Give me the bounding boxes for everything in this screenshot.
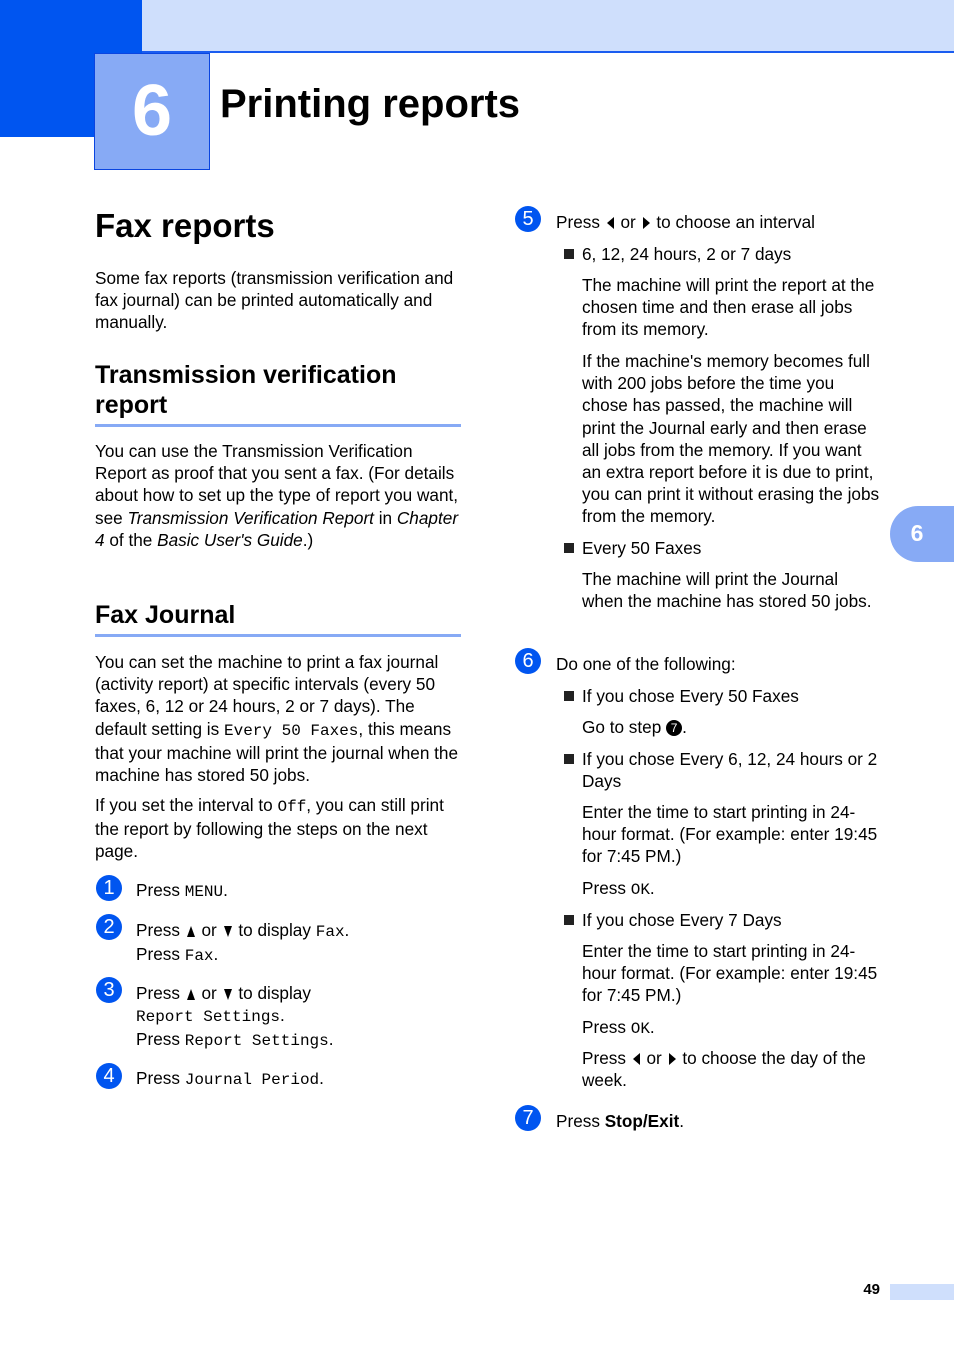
step-4-text: Press Journal Period. bbox=[136, 1068, 324, 1089]
heading-rule bbox=[95, 424, 461, 427]
bullet-marker bbox=[564, 249, 574, 259]
step-5-option-1: 6, 12, 24 hours, 2 or 7 days bbox=[582, 244, 792, 264]
step-3-text: Press or to display Report Settings. Press Report Settings. bbox=[136, 983, 334, 1051]
step-6-option-3-day: Press or to choose the day of the week. bbox=[582, 1048, 866, 1091]
heading-fax-journal: Fax Journal bbox=[95, 601, 236, 629]
step-7-text: Press Stop/Exit. bbox=[556, 1111, 684, 1131]
chapter-title: Printing reports bbox=[220, 82, 521, 126]
step-6-option-3-desc: Enter the time to start printing in 24-hour format. (For example: enter 19:45 for 7:45 PM.) bbox=[582, 941, 878, 1006]
step-5-option-2: Every 50 Faxes bbox=[582, 538, 702, 558]
chapter-side-tab-label: 6 bbox=[910, 520, 924, 546]
heading-rule bbox=[95, 634, 461, 637]
step-6-option-3: If you chose Every 7 Days bbox=[582, 910, 782, 930]
heading-transmission-verification: Transmission verification report bbox=[95, 361, 397, 419]
step-4-marker: 4 bbox=[96, 1063, 122, 1089]
step-1-marker: 1 bbox=[96, 875, 122, 901]
step-5-option-2-desc: The machine will print the Journal when the machine has stored 50 jobs. bbox=[582, 569, 872, 612]
step-6-option-3-press: Press OK. bbox=[582, 1017, 655, 1038]
chapter-number: 6 bbox=[131, 71, 173, 151]
header-band bbox=[0, 0, 954, 53]
step-2-marker: 2 bbox=[96, 914, 122, 940]
step-3-marker: 3 bbox=[96, 977, 122, 1003]
fj-paragraph-2: If you set the interval to Off, you can still print the report by following the steps on the next page. bbox=[95, 795, 444, 862]
step-1-text: Press MENU. bbox=[136, 880, 228, 901]
footer-bar bbox=[890, 1284, 954, 1300]
step-5-text: Press or to choose an interval bbox=[556, 212, 815, 232]
step-5-marker: 5 bbox=[515, 206, 541, 232]
step-7-marker: 7 bbox=[515, 1105, 541, 1131]
step-6-marker: 6 bbox=[515, 648, 541, 674]
page-number: 49 bbox=[863, 1281, 880, 1298]
left-arrow-icon bbox=[633, 1053, 640, 1065]
down-arrow-icon bbox=[224, 926, 232, 937]
step-5-option-1-desc: The machine will print the report at the chosen time and then erase all jobs from its memory. bbox=[582, 275, 875, 340]
left-arrow-icon bbox=[607, 217, 614, 229]
up-arrow-icon bbox=[187, 926, 195, 937]
right-arrow-icon bbox=[643, 217, 650, 229]
tv-paragraph: You can use the Transmission Verification Report as proof that you sent a fax. (For details about how to set up the type of report you want, see Transmission Verification Report in Chapter 4 of the Basic User's Guide.) bbox=[95, 441, 459, 550]
bullet-marker bbox=[564, 543, 574, 553]
intro-paragraph: Some fax reports (transmission verification and fax journal) can be printed automatically and manually. bbox=[95, 268, 454, 333]
step-6-option-2-press: Press OK. bbox=[582, 878, 655, 899]
step-6-option-1: If you chose Every 50 Faxes bbox=[582, 686, 799, 706]
step-2-text: Press or to display Fax. Press Fax. bbox=[136, 920, 350, 966]
right-arrow-icon bbox=[669, 1053, 676, 1065]
step-6-text: Do one of the following: bbox=[556, 654, 736, 674]
bullet-marker bbox=[564, 691, 574, 701]
section-heading-fax-reports: Fax reports bbox=[95, 207, 275, 244]
fj-paragraph-1: You can set the machine to print a fax journal (activity report) at specific intervals (every 50 faxes, 6, 12 or 24 hours, 2 or 7 days). The default setting is Every 50 Faxes, this means that your machine will print the journal when the machine has stored 50 jobs. bbox=[95, 652, 459, 786]
step-6-option-1-goto: Go to step 7 . bbox=[582, 717, 687, 737]
step-7-reference: 7 bbox=[666, 720, 682, 736]
bullet-marker bbox=[564, 754, 574, 764]
step-6-option-2-desc: Enter the time to start printing in 24-hour format. (For example: enter 19:45 for 7:45 PM.) bbox=[582, 802, 878, 867]
bullet-marker bbox=[564, 915, 574, 925]
up-arrow-icon bbox=[187, 989, 195, 1000]
step-6-option-2: If you chose Every 6, 12, 24 hours or 2 Days bbox=[582, 749, 878, 792]
step-5-option-1-note: If the machine's memory becomes full with 200 jobs before the time you chose has passed, the machine will print the Journal early and then erase all jobs from the memory. If you want an extra report before it is due to print, you can print it without erasing the jobs from the memory. bbox=[582, 351, 880, 527]
down-arrow-icon bbox=[224, 989, 232, 1000]
